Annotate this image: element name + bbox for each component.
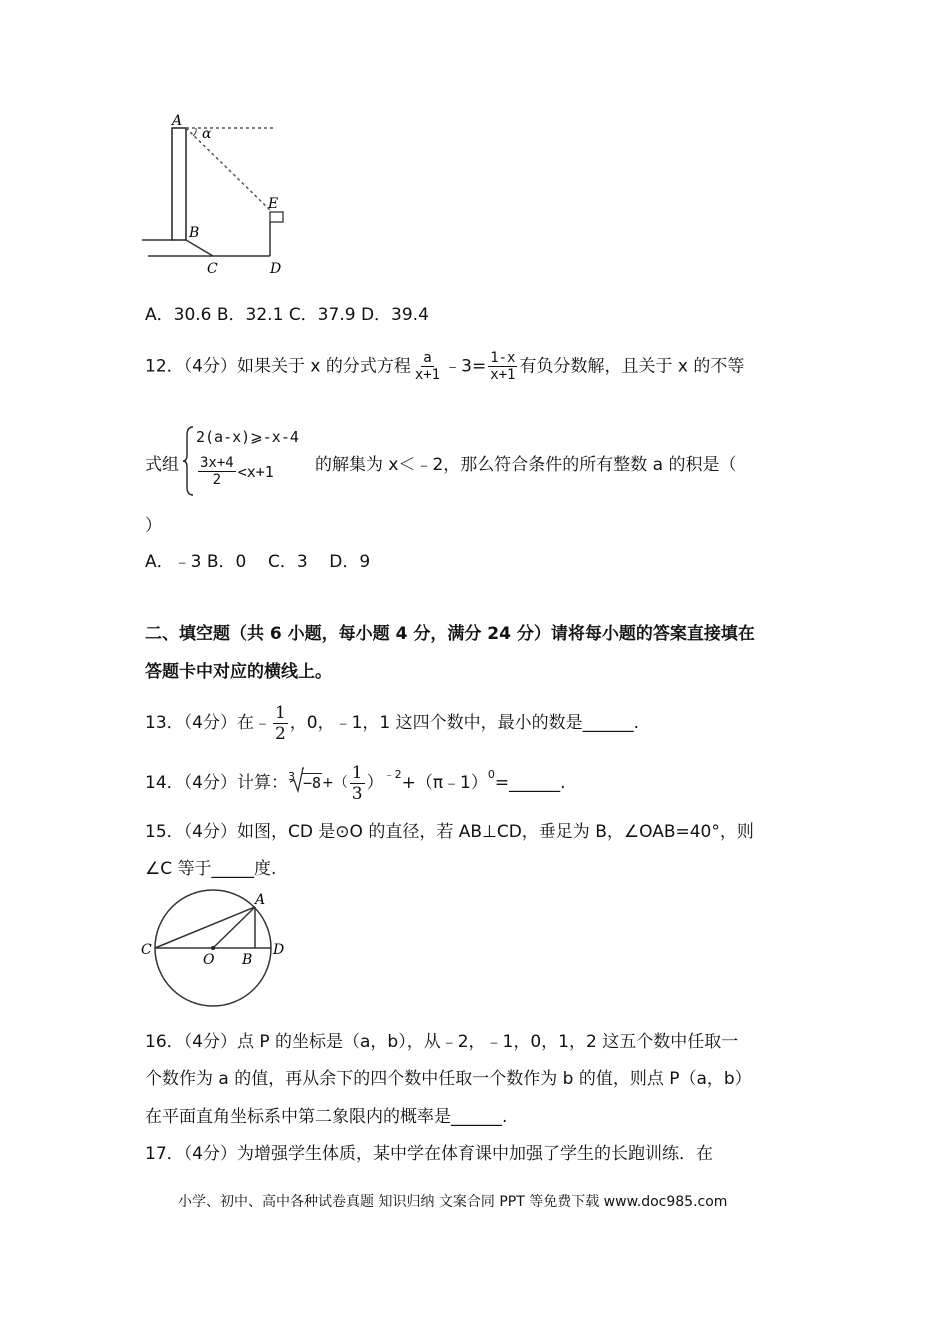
q13-prefix: 13．（4分）在﹣ [145, 713, 271, 733]
q12-ineq2-fraction [198, 455, 236, 488]
q17-line1: 17．（4分）为增强学生体质，某中学在体育课中加强了学生的长跑训练．在 [145, 1144, 713, 1164]
label-b2: B [242, 952, 253, 968]
q12-line3: ） [145, 516, 162, 536]
q11-options [145, 303, 429, 327]
q14-cube-root [288, 771, 322, 795]
q12-fraction-2 [488, 350, 517, 383]
radical-icon [287, 767, 304, 793]
q14-close: ） [366, 773, 384, 793]
q12-ineq1: 2(a-x)⩾-x-4 [196, 428, 299, 446]
label-o2: O [203, 952, 215, 968]
section2-heading-line1: 二、填空题（共 6 小题，每小题 4 分，满分 24 分）请将每小题的答案直接填在 [145, 624, 755, 644]
chord-ca [155, 907, 255, 948]
q13-frac-num: 1 [274, 702, 286, 723]
small-box-e [270, 212, 283, 222]
q14-root-index: 3 [287, 770, 295, 783]
q13-fraction [273, 703, 288, 744]
figure-building-diagram [140, 110, 290, 280]
q14-plus1: +（ [322, 775, 348, 791]
q12-line2-prefix: 式组 [145, 455, 179, 475]
label-a2: A [255, 892, 266, 908]
q16-line2: 个数作为 a 的值，再从余下的四个数中任取一个数作为 b 的值，则点 P（a，b） [145, 1069, 752, 1089]
q12-frac2-den: x+1 [490, 367, 516, 383]
label-a: A [172, 113, 183, 129]
label-e: E [268, 196, 279, 212]
section2-heading-line2: 答题卡中对应的横线上。 [145, 662, 332, 682]
q11-option-d: D．39.4 [360, 305, 429, 325]
q11-option-c: C．37.9 [288, 305, 356, 325]
label-alpha: α [202, 126, 212, 142]
q13-line [145, 702, 640, 744]
page-footer: 小学、初中、高中各种试卷真题 知识归纳 文案合同 PPT 等免费下载 www.doc985.com [178, 1194, 728, 1210]
q15-line2: ∠C 等于_____度. [145, 859, 277, 879]
q11-option-a: A．30.6 [145, 305, 212, 325]
figure-circle-diagram [138, 886, 298, 1010]
q12-ineq2-num: 3x+4 [200, 455, 234, 471]
q12-ineq2-rest: <x+1 [237, 462, 274, 481]
center-dot [211, 946, 215, 950]
q12-ineq2 [196, 455, 274, 488]
q15-line1: 15．（4分）如图，CD 是⊙O 的直径，若 AB⊥CD，垂足为 B，∠OAB=40°，则 [145, 822, 754, 842]
q14-fraction [350, 763, 365, 804]
label-b: B [189, 225, 200, 241]
sight-dotted-line [186, 128, 270, 210]
q16-line1: 16．（4分）点 P 的坐标是（a，b），从﹣2，﹣1，0，1，2 这五个数中任取一 [145, 1032, 739, 1052]
segment-oa [213, 907, 255, 948]
slope-bc [186, 240, 213, 256]
q12-prefix: 12．（4分）如果关于 x 的分式方程 [145, 356, 411, 377]
q14-exp2: 0 [487, 768, 495, 781]
q14-frac-num: 1 [351, 762, 363, 783]
label-c2: C [141, 942, 152, 958]
q12-frac2-num: 1-x [490, 350, 516, 366]
q14-prefix: 14．（4分）计算： [145, 773, 288, 793]
q12-line2-suffix: 的解集为 x＜﹣2，那么符合条件的所有整数 a 的积是（ [315, 455, 737, 475]
label-d2: D [273, 942, 285, 958]
q13-suffix: ，0，﹣1，1 这四个数中，最小的数是______. [289, 713, 640, 733]
q12-line1 [145, 350, 744, 383]
q12-frac1-den: x+1 [414, 367, 441, 383]
q14-suffix: =______. [494, 773, 566, 793]
q13-frac-den: 2 [274, 723, 286, 744]
q14-frac-den: 3 [351, 783, 363, 804]
q14-line [145, 763, 566, 803]
q12-fraction-1 [413, 350, 442, 383]
q16-line3: 在平面直角坐标系中第二象限内的概率是______. [145, 1107, 508, 1127]
label-c: C [207, 261, 218, 277]
q12-suffix: 有负分数解，且关于 x 的不等 [519, 356, 745, 377]
alpha-arc [193, 128, 196, 136]
brace-icon [182, 425, 194, 497]
q12-ineq2-den: 2 [212, 472, 222, 488]
label-d: D [270, 261, 282, 277]
q14-radicand: −8 [302, 774, 322, 792]
q14-exp1: ﹣2 [383, 768, 402, 781]
q12-frac1-num: a [423, 350, 432, 366]
q14-plus2: +（π﹣1） [401, 773, 488, 793]
q12-minus3: ﹣3= [444, 356, 487, 377]
q12-options: A．﹣3 B．0 C．3 D．9 [145, 552, 371, 572]
building-rect [172, 128, 186, 240]
q11-option-b: B．32.1 [216, 305, 284, 325]
